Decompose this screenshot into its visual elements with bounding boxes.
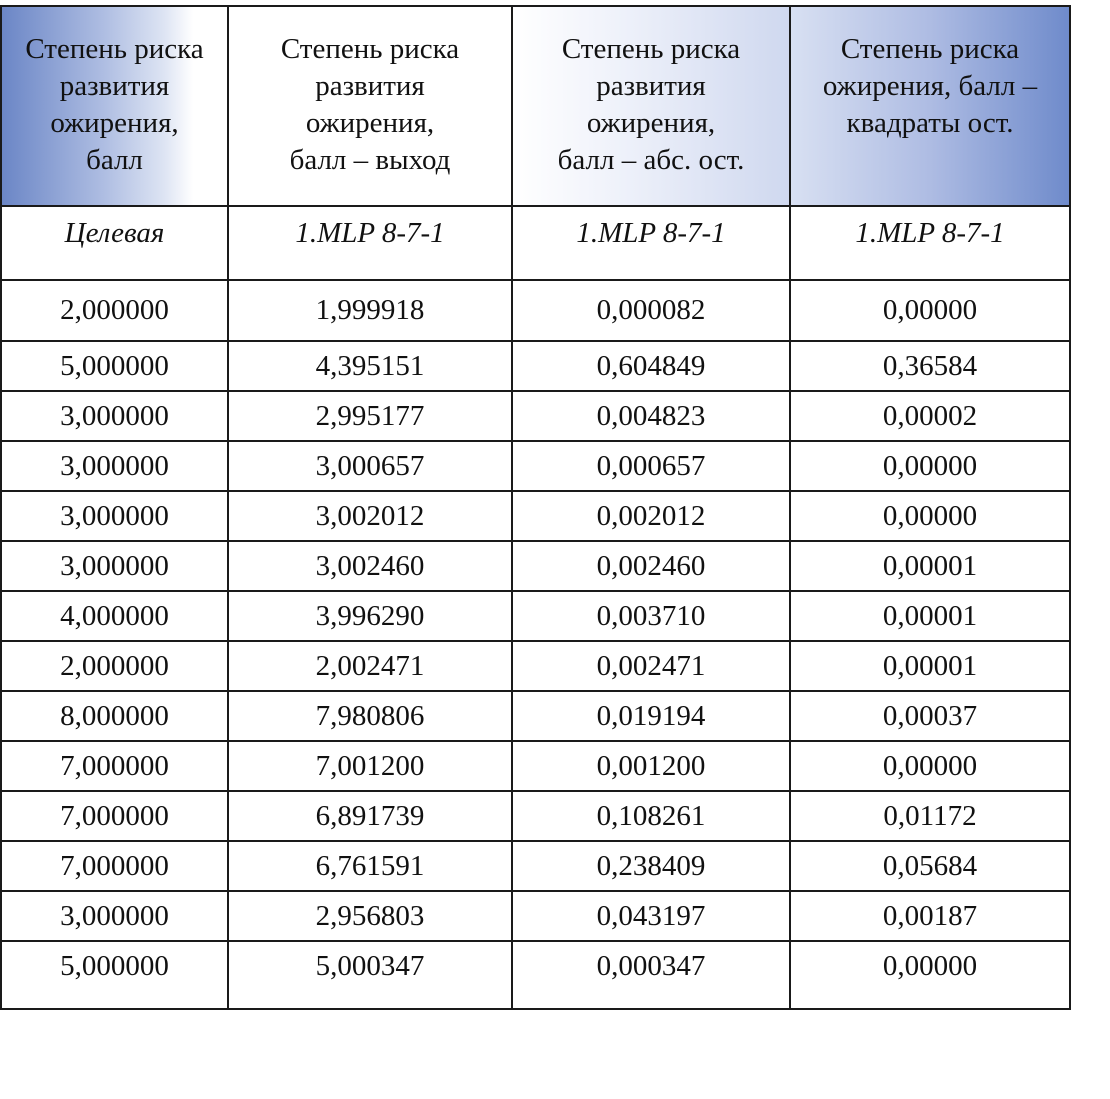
target-value-cell: 3,000000 bbox=[1, 391, 228, 441]
table-row bbox=[1, 891, 1070, 941]
output-value-cell: 2,995177 bbox=[228, 391, 512, 441]
target-value-cell: 5,000000 bbox=[1, 341, 228, 391]
target-value-cell: 3,000000 bbox=[1, 491, 228, 541]
model-cell: Целевая bbox=[1, 206, 228, 280]
table-row bbox=[1, 741, 1070, 791]
table-row bbox=[1, 391, 1070, 441]
output-value-cell: 4,395151 bbox=[228, 341, 512, 391]
squared-residual-cell: 0,00000 bbox=[790, 741, 1070, 791]
output-value-cell: 3,000657 bbox=[228, 441, 512, 491]
target-value-cell: 2,000000 bbox=[1, 641, 228, 691]
target-value-cell: 7,000000 bbox=[1, 791, 228, 841]
abs-residual-cell: 0,000082 bbox=[512, 280, 790, 341]
target-value-cell: 7,000000 bbox=[1, 841, 228, 891]
header-target-line: Степень риска bbox=[25, 33, 204, 65]
output-value-cell: 6,761591 bbox=[228, 841, 512, 891]
table-row bbox=[1, 691, 1070, 741]
abs-residual-cell: 0,604849 bbox=[512, 341, 790, 391]
squared-residual-cell: 0,00187 bbox=[790, 891, 1070, 941]
squared-residual-cell: 0,00000 bbox=[790, 491, 1070, 541]
table-row bbox=[1, 591, 1070, 641]
header-squared-residual-line: Степень риска bbox=[840, 33, 1020, 65]
target-value-cell: 3,000000 bbox=[1, 891, 228, 941]
table-row bbox=[1, 491, 1070, 541]
output-value-cell: 2,956803 bbox=[228, 891, 512, 941]
header-squared-residual-line: квадраты ост. bbox=[846, 107, 1014, 139]
header-abs-residual-line: ожирения, bbox=[586, 107, 716, 139]
header-output-line: развития bbox=[315, 70, 425, 102]
header-target-line: ожирения, bbox=[50, 107, 179, 139]
abs-residual-cell: 0,002471 bbox=[512, 641, 790, 691]
table-row bbox=[1, 841, 1070, 891]
abs-residual-cell: 0,108261 bbox=[512, 791, 790, 841]
table-row bbox=[1, 641, 1070, 691]
header-abs-residual bbox=[512, 6, 790, 206]
output-value-cell: 7,001200 bbox=[228, 741, 512, 791]
header-output bbox=[228, 6, 512, 206]
squared-residual-cell: 0,00037 bbox=[790, 691, 1070, 741]
abs-residual-cell: 0,043197 bbox=[512, 891, 790, 941]
abs-residual-cell: 0,002460 bbox=[512, 541, 790, 591]
table-row bbox=[1, 341, 1070, 391]
model-row bbox=[1, 206, 1070, 280]
output-value-cell: 7,980806 bbox=[228, 691, 512, 741]
header-abs-residual-line: развития bbox=[596, 70, 706, 102]
abs-residual-cell: 0,000347 bbox=[512, 941, 790, 1009]
output-value-cell: 3,996290 bbox=[228, 591, 512, 641]
header-target-line: балл bbox=[86, 144, 143, 176]
header-row bbox=[1, 6, 1070, 206]
abs-residual-cell: 0,001200 bbox=[512, 741, 790, 791]
header-target-line: развития bbox=[59, 70, 170, 102]
squared-residual-cell: 0,36584 bbox=[790, 341, 1070, 391]
output-value-cell: 6,891739 bbox=[228, 791, 512, 841]
squared-residual-cell: 0,00001 bbox=[790, 641, 1070, 691]
squared-residual-cell: 0,05684 bbox=[790, 841, 1070, 891]
output-value-cell: 3,002012 bbox=[228, 491, 512, 541]
header-squared-residual-line: ожирения, балл – bbox=[822, 70, 1038, 102]
table-row bbox=[1, 941, 1070, 1009]
squared-residual-cell: 0,00000 bbox=[790, 941, 1070, 1009]
target-value-cell: 8,000000 bbox=[1, 691, 228, 741]
model-cell: 1.MLP 8-7-1 bbox=[228, 206, 512, 280]
header-squared-residual bbox=[790, 6, 1070, 206]
header-output-line: ожирения, bbox=[305, 107, 435, 139]
results-table bbox=[0, 5, 1071, 1010]
target-value-cell: 3,000000 bbox=[1, 541, 228, 591]
model-cell: 1.MLP 8-7-1 bbox=[790, 206, 1070, 280]
header-output-line: балл – выход bbox=[289, 144, 451, 176]
abs-residual-cell: 0,003710 bbox=[512, 591, 790, 641]
table-row bbox=[1, 280, 1070, 341]
output-value-cell: 2,002471 bbox=[228, 641, 512, 691]
table-row bbox=[1, 441, 1070, 491]
header-abs-residual-line: балл – абс. ост. bbox=[557, 144, 745, 176]
squared-residual-cell: 0,00000 bbox=[790, 280, 1070, 341]
squared-residual-cell: 0,01172 bbox=[790, 791, 1070, 841]
abs-residual-cell: 0,000657 bbox=[512, 441, 790, 491]
output-value-cell: 5,000347 bbox=[228, 941, 512, 1009]
abs-residual-cell: 0,019194 bbox=[512, 691, 790, 741]
squared-residual-cell: 0,00001 bbox=[790, 591, 1070, 641]
model-cell: 1.MLP 8-7-1 bbox=[512, 206, 790, 280]
squared-residual-cell: 0,00000 bbox=[790, 441, 1070, 491]
squared-residual-cell: 0,00002 bbox=[790, 391, 1070, 441]
abs-residual-cell: 0,002012 bbox=[512, 491, 790, 541]
abs-residual-cell: 0,004823 bbox=[512, 391, 790, 441]
squared-residual-cell: 0,00001 bbox=[790, 541, 1070, 591]
header-target bbox=[1, 6, 228, 206]
table-row bbox=[1, 541, 1070, 591]
header-abs-residual-line: Степень риска bbox=[561, 33, 741, 65]
abs-residual-cell: 0,238409 bbox=[512, 841, 790, 891]
output-value-cell: 1,999918 bbox=[228, 280, 512, 341]
target-value-cell: 4,000000 bbox=[1, 591, 228, 641]
target-value-cell: 2,000000 bbox=[1, 280, 228, 341]
target-value-cell: 7,000000 bbox=[1, 741, 228, 791]
table-row bbox=[1, 791, 1070, 841]
output-value-cell: 3,002460 bbox=[228, 541, 512, 591]
target-value-cell: 5,000000 bbox=[1, 941, 228, 1009]
target-value-cell: 3,000000 bbox=[1, 441, 228, 491]
header-output-line: Степень риска bbox=[280, 33, 460, 65]
